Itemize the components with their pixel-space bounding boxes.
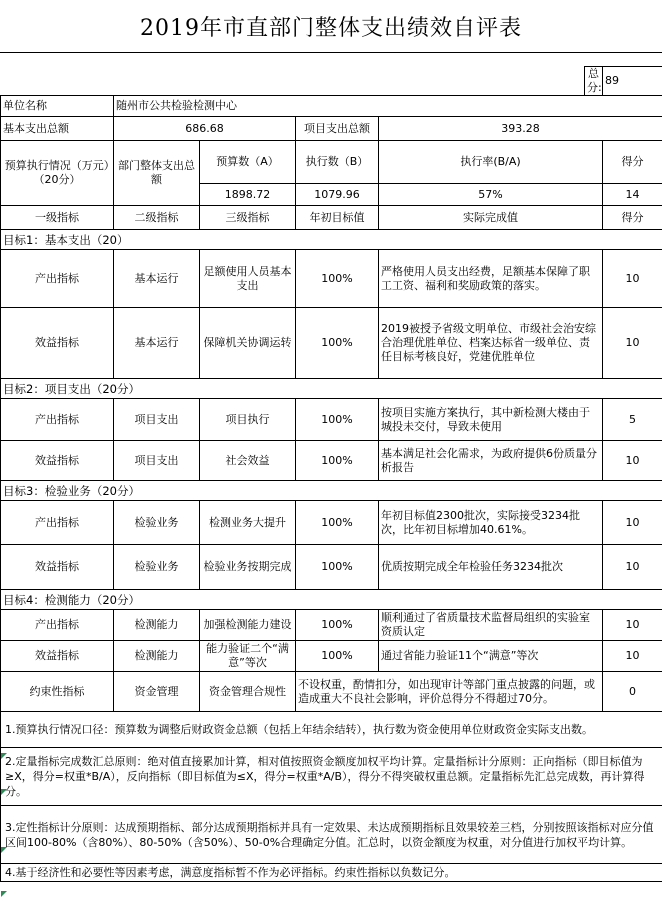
project-value: 393.28 xyxy=(379,117,662,141)
base-label: 基本支出总额 xyxy=(1,117,114,141)
row-l1: 效益指标 xyxy=(1,308,114,379)
note-1: 1.预算执行情况口径：预算数为调整后财政资金总额（包括上年结余结转），执行数为资金使用单位财政资金实际支出数。 xyxy=(1,712,662,748)
row-l1: 产出指标 xyxy=(1,250,114,308)
table-row xyxy=(1,308,662,379)
note-4: 4.基于经济性和必要性等因素考虑，满意度指标暂不作为必评指标。约束性指标以负数记分。 xyxy=(1,864,662,882)
row-score: 10 xyxy=(603,308,662,379)
total-value: 89 xyxy=(603,67,662,96)
budget-header-row xyxy=(1,141,662,184)
table-row xyxy=(1,250,662,308)
row-l2: 项目支出 xyxy=(114,399,200,441)
row-l2: 检测能力 xyxy=(114,610,200,641)
score-header: 得分 xyxy=(603,141,662,184)
row-l2: 检测能力 xyxy=(114,641,200,672)
row-l2: 基本运行 xyxy=(114,308,200,379)
row-target: 100% xyxy=(296,545,379,590)
unit-value: 随州市公共检验检测中心 xyxy=(114,96,662,117)
table-row xyxy=(1,545,662,590)
header-actual: 实际完成值 xyxy=(379,206,603,230)
row-score: 5 xyxy=(603,399,662,441)
constraint-l1: 约束性指标 xyxy=(1,672,114,712)
rate-value: 57% xyxy=(379,184,603,206)
budget-header: 预算数（A） xyxy=(200,141,296,184)
row-target: 100% xyxy=(296,308,379,379)
row-l3: 足额使用人员基本支出 xyxy=(200,250,296,308)
comment-marker-icon xyxy=(1,789,7,795)
header-score: 得分 xyxy=(603,206,662,230)
base-value: 686.68 xyxy=(114,117,296,141)
row-l3: 检测业务大提升 xyxy=(200,501,296,545)
goal-2-title: 目标2：项目支出（20分） xyxy=(1,379,662,399)
budget-sub-label: 部门整体支出总额 xyxy=(114,141,200,206)
row-target: 100% xyxy=(296,250,379,308)
goal-4-title: 目标4：检测能力（20分） xyxy=(1,590,662,610)
row-target: 100% xyxy=(296,441,379,481)
budget-score: 14 xyxy=(603,184,662,206)
row-score: 10 xyxy=(603,545,662,590)
header-l1: 一级指标 xyxy=(1,206,114,230)
row-l3: 保障机关协调运转 xyxy=(200,308,296,379)
row-l3: 加强检测能力建设 xyxy=(200,610,296,641)
row-score: 10 xyxy=(603,250,662,308)
evaluation-table xyxy=(0,66,662,882)
page-title: 2019年市直部门整体支出绩效自评表 xyxy=(0,0,662,53)
exec-header: 执行数（B） xyxy=(296,141,379,184)
row-l2: 基本运行 xyxy=(114,250,200,308)
row-score: 10 xyxy=(603,441,662,481)
constraint-desc: 不设权重，酌情扣分，如出现审计等部门重点披露的问题，或造成重大不良社会影响，评价总得分不得超过70分。 xyxy=(296,672,603,712)
unit-row xyxy=(1,96,662,117)
row-actual: 按项目实施方案执行，其中新检测大楼由于城投未交付，导致未使用 xyxy=(379,399,603,441)
header-l2: 二级指标 xyxy=(114,206,200,230)
row-target: 100% xyxy=(296,501,379,545)
header-target: 年初目标值 xyxy=(296,206,379,230)
table-row xyxy=(1,399,662,441)
row-l1: 效益指标 xyxy=(1,545,114,590)
row-score: 10 xyxy=(603,641,662,672)
row-target: 100% xyxy=(296,399,379,441)
row-l1: 产出指标 xyxy=(1,399,114,441)
note-3: 3.定性指标计分原则：达成预期指标、部分达成预期指标并具有一定效果、未达成预期指标且效果较差三档，分别按照该指标对应分值区间100-80%（含80%）、80-50%（含50%）、50-0%合理确定分值。汇总时，以资金额度为权重，对分值进行加权平均计算。 xyxy=(1,806,662,864)
constraint-row xyxy=(1,672,662,712)
comment-marker-icon xyxy=(1,891,7,897)
row-l1: 效益指标 xyxy=(1,441,114,481)
row-l3: 社会效益 xyxy=(200,441,296,481)
row-actual: 2019被授予省级文明单位、市级社会治安综合治理优胜单位、档案达标省一级单位、责任目标考核良好，党建优胜单位 xyxy=(379,308,603,379)
base-row xyxy=(1,117,662,141)
row-actual: 优质按期完成全年检验任务3234批次 xyxy=(379,545,603,590)
row-l3: 项目执行 xyxy=(200,399,296,441)
row-l1: 产出指标 xyxy=(1,610,114,641)
indicator-header-row xyxy=(1,206,662,230)
constraint-score: 0 xyxy=(603,672,662,712)
row-l1: 效益指标 xyxy=(1,641,114,672)
comment-marker-icon xyxy=(1,753,7,759)
row-actual: 年初目标值2300批次，实际接受3234批次，比年初目标增加40.61%。 xyxy=(379,501,603,545)
row-actual: 严格使用人员支出经费，足额基本保障了职工工资、福利和奖励政策的落实。 xyxy=(379,250,603,308)
row-l1: 产出指标 xyxy=(1,501,114,545)
project-label: 项目支出总额 xyxy=(296,117,379,141)
goal-1-title: 目标1：基本支出（20） xyxy=(1,230,662,250)
comment-marker-icon xyxy=(1,847,7,853)
row-actual: 通过省能力验证11个“满意”等次 xyxy=(379,641,603,672)
row-actual: 基本满足社会化需求，为政府提供6份质量分析报告 xyxy=(379,441,603,481)
exec-value: 1079.96 xyxy=(296,184,379,206)
rate-header: 执行率(B/A) xyxy=(379,141,603,184)
row-l3: 能力验证二个“满意”等次 xyxy=(200,641,296,672)
goal-3-title: 目标3：检验业务（20分） xyxy=(1,481,662,501)
budget-label: 预算执行情况（万元）（20分） xyxy=(1,141,114,206)
row-score: 10 xyxy=(603,501,662,545)
total-label: 总分: xyxy=(585,67,603,96)
row-l3: 检验业务按期完成 xyxy=(200,545,296,590)
header-l3: 三级指标 xyxy=(200,206,296,230)
row-target: 100% xyxy=(296,610,379,641)
row-l2: 检验业务 xyxy=(114,501,200,545)
table-row xyxy=(1,610,662,641)
row-score: 10 xyxy=(603,610,662,641)
constraint-l2: 资金管理 xyxy=(114,672,200,712)
row-l2: 检验业务 xyxy=(114,545,200,590)
table-row xyxy=(1,441,662,481)
budget-value: 1898.72 xyxy=(200,184,296,206)
note-2: 2.定量指标完成数汇总原则：绝对值直接累加计算，相对值按照资金额度加权平均计算。定量指标计分原则：正向指标（即目标值为≥X，得分=权重*B/A），反向指标（即目标值为≤X，得分=权重*A/B），得分不得突破权重总额。定量指标先汇总完成数，再计算得分。 xyxy=(1,748,662,806)
table-row xyxy=(1,641,662,672)
unit-label: 单位名称 xyxy=(1,96,114,117)
total-row xyxy=(1,67,662,96)
row-actual: 顺利通过了省质量技术监督局组织的实验室资质认定 xyxy=(379,610,603,641)
table-row xyxy=(1,501,662,545)
constraint-l3: 资金管理合规性 xyxy=(200,672,296,712)
row-target: 100% xyxy=(296,641,379,672)
row-l2: 项目支出 xyxy=(114,441,200,481)
